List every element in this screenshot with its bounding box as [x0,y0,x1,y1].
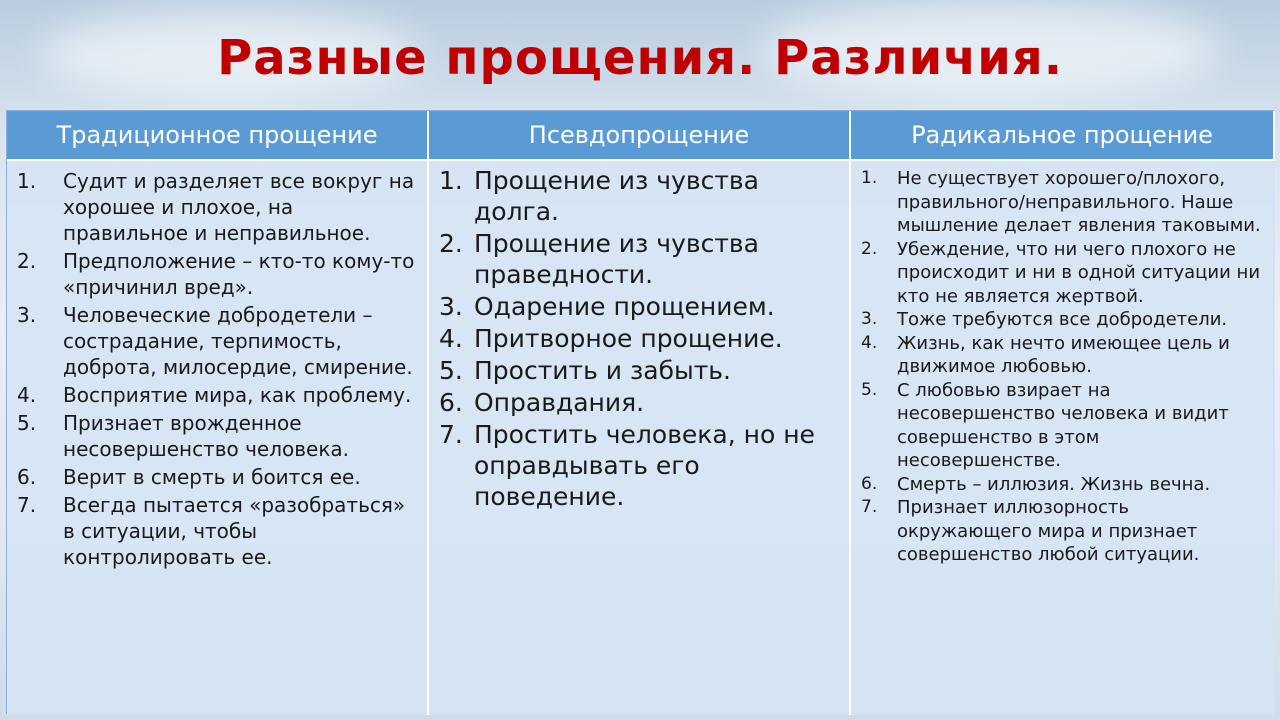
item-number: 5. [17,411,37,435]
list-item [439,228,839,290]
item-number: 1. [17,169,37,193]
list-item [861,379,1265,473]
item-text: Одарение прощением. [474,292,775,321]
item-text: Прощение из чувства долга. [474,166,759,226]
item-number: 7. [439,420,463,449]
radical-list [851,161,1275,567]
item-text: Признает иллюзорность окружающего мира и признает совершенство любой ситуации. [897,497,1200,565]
cell-pseudo-forgiveness [429,161,851,715]
list-item [439,387,839,418]
item-text: Восприятие мира, как проблему. [63,383,412,407]
traditional-list [7,161,427,570]
item-text: Простить человека, но не оправдывать его поведение. [474,420,815,511]
comparison-table [6,110,1274,714]
list-item [861,238,1265,309]
list-item [439,165,839,227]
item-number: 1. [861,168,878,188]
item-number: 4. [439,324,463,353]
list-item [861,332,1265,379]
list-item [439,355,839,386]
item-number: 3. [861,309,878,329]
list-item [17,492,419,570]
item-number: 4. [861,332,878,353]
item-text: Судит и разделяет все вокруг на хорошее и плохое, на правильное и неправильное. [63,169,415,245]
item-text: Человеческие добродетели – сострадание, терпимость, доброта, милосердие, смирение. [63,303,413,379]
header-radical-forgiveness: Радикальное прощение [851,111,1275,161]
item-number: 3. [17,303,37,327]
item-number: 6. [439,388,463,417]
list-item [17,248,419,300]
item-number: 2. [861,238,878,259]
item-text: Признает врожденное несовершенство человека. [63,411,350,461]
item-text: Смерть – иллюзия. Жизнь вечна. [897,473,1211,495]
item-number: 1. [439,166,463,195]
list-item [861,167,1265,238]
item-text: Верит в смерть и боится ее. [63,465,361,489]
item-text: Предположение – кто-то кому-то «причинил вред». [63,249,415,299]
item-text: Оправдания. [474,388,645,417]
list-item [17,302,419,380]
list-item [17,410,419,462]
item-number: 6. [17,465,37,489]
item-text: Всегда пытается «разобраться» в ситуации, чтобы контролировать ее. [63,493,406,569]
item-text: С любовью взирает на несовершенство человека и видит совершенство в этом несовершенстве. [897,379,1229,471]
item-text: Тоже требуются все добродетели. [897,309,1228,330]
item-text: Простить и забыть. [474,356,731,385]
list-item [861,473,1265,497]
list-item [17,168,419,246]
pseudo-list [429,161,849,512]
list-item [17,464,419,490]
item-text: Не существует хорошего/плохого, правильного/неправильного. Наше мышление делает явления таковыми. [897,168,1261,236]
cell-radical-forgiveness [851,161,1275,715]
item-number: 2. [17,249,37,273]
list-item [439,291,839,322]
list-item [439,323,839,354]
item-number: 2. [439,229,463,258]
item-number: 7. [17,493,37,517]
slide-title: Разные прощения. Различия. [217,30,1063,86]
item-number: 3. [439,292,463,321]
item-text: Убеждение, что ни чего плохого не происходит и ни в одной ситуации ни кто не является жертвой. [897,238,1261,307]
item-number: 7. [861,497,878,517]
list-item [861,308,1265,332]
item-number: 5. [861,379,878,400]
item-number: 5. [439,356,463,385]
header-pseudo-forgiveness: Псевдопрощение [429,111,851,161]
list-item [17,382,419,408]
item-text: Притворное прощение. [474,324,783,353]
list-item [439,419,839,512]
cell-traditional-forgiveness [7,161,429,715]
header-traditional-forgiveness: Традиционное прощение [7,111,429,161]
item-number: 4. [17,383,37,407]
item-text: Жизнь, как нечто имеющее цель и движимое любовью. [897,332,1230,377]
list-item [861,496,1265,567]
item-number: 6. [861,473,878,494]
item-text: Прощение из чувства праведности. [474,229,759,289]
